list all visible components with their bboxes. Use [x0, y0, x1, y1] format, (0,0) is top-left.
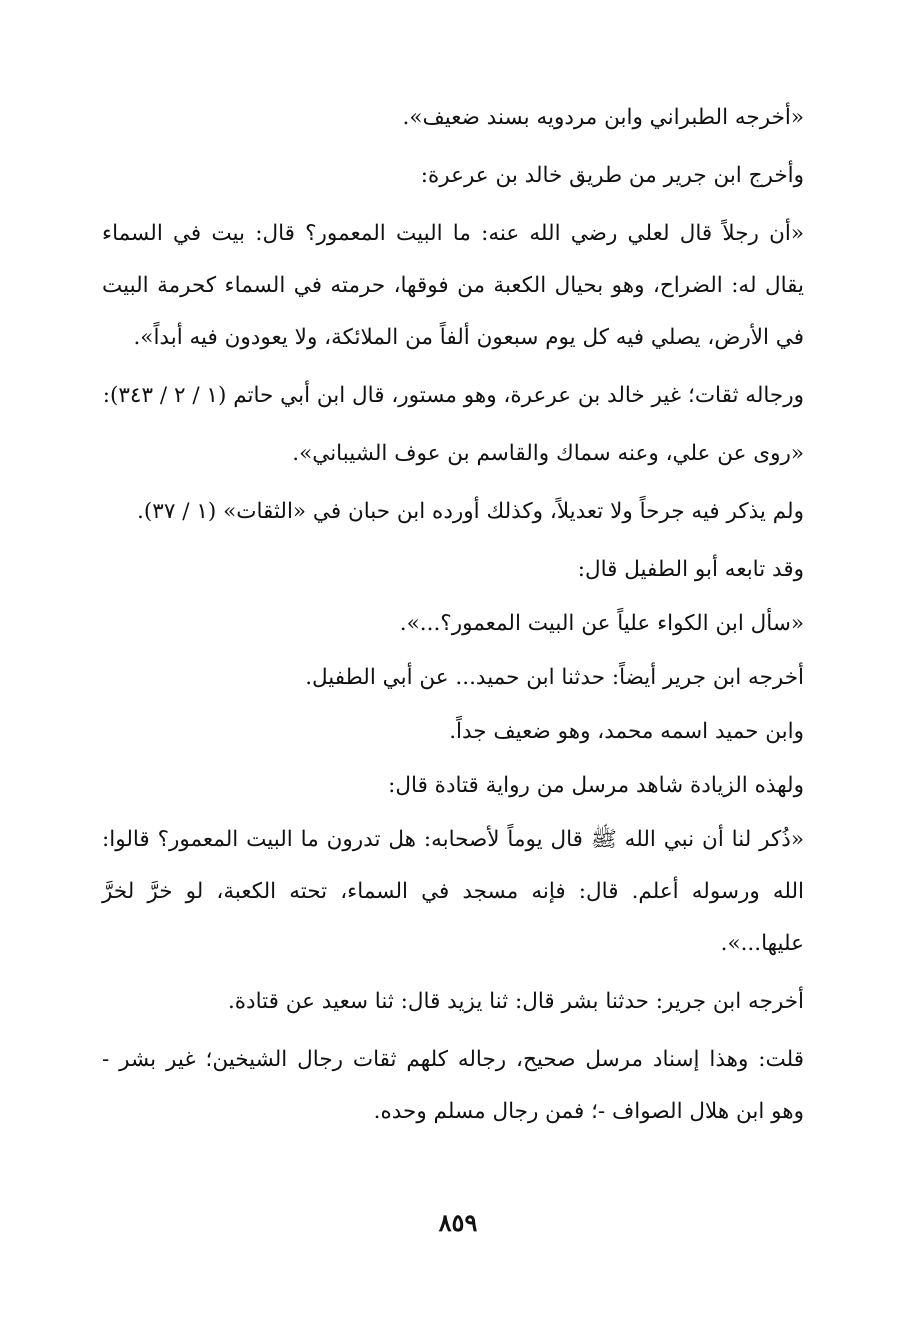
- paragraph-3-quote: «أن رجلاً قال لعلي رضي الله عنه: ما البيت المعمور؟ قال: بيت في السماء يقال له: الضراح، وهو بحيال الكعبة من فوقها، حرمته في السماء كحرمة البيت في الأرض، يصلي فيه كل يوم سبعون ألفاً من الملائكة، ولا يعودون فيه أبداً».: [102, 221, 804, 350]
- paragraph-7: وقد تابعه أبو الطفيل قال:: [577, 557, 804, 582]
- paragraph-12-quote: «ذُكر لنا أن نبي الله ﷺ قال يوماً لأصحابه: هل تدرون ما البيت المعمور؟ قالوا: الله ورسوله أعلم. قال: فإنه مسجد في السماء، تحته الكعبة، لو خرَّ لخرَّ عليها...».: [102, 827, 804, 956]
- paragraph-4: ورجاله ثقات؛ غير خالد بن عرعرة، وهو مستور، قال ابن أبي حاتم (١ / ٢ / ٣٤٣):: [102, 383, 804, 408]
- page-number: ٨٥٩: [438, 1208, 478, 1237]
- paragraph-5-quote: «روى عن علي، وعنه سماك والقاسم بن عوف الشيباني».: [292, 441, 804, 466]
- paragraph-11: ولهذه الزيادة شاهد مرسل من رواية قتادة قال:: [388, 773, 804, 798]
- paragraph-8-quote: «سأل ابن الكواء علياً عن البيت المعمور؟...».: [399, 611, 804, 636]
- paragraph-13: أخرجه ابن جرير: حدثنا بشر قال: ثنا يزيد قال: ثنا سعيد عن قتادة.: [227, 989, 804, 1014]
- paragraph-6: ولم يذكر فيه جرحاً ولا تعديلاً، وكذلك أورده ابن حبان في «الثقات» (١ / ٣٧).: [137, 499, 804, 524]
- paragraph-2: وأخرج ابن جرير من طريق خالد بن عرعرة:: [420, 163, 804, 188]
- paragraph-14: قلت: وهذا إسناد مرسل صحيح، رجاله كلهم ثقات رجال الشيخين؛ غير بشر - وهو ابن هلال الصواف -؛ فمن رجال مسلم وحده.: [102, 1047, 804, 1124]
- paragraph-9: أخرجه ابن جرير أيضاً: حدثنا ابن حميد... عن أبي الطفيل.: [305, 665, 804, 690]
- page-body: [102, 92, 836, 1144]
- paragraph-1: «أخرجه الطبراني وابن مردويه بسند ضعيف».: [402, 105, 804, 130]
- paragraph-10: وابن حميد اسمه محمد، وهو ضعيف جداً.: [449, 719, 804, 744]
